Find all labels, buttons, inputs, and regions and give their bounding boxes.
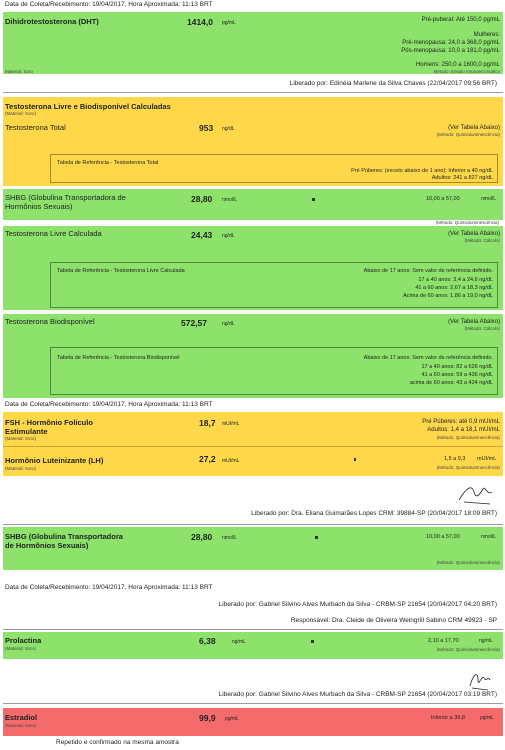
released-by-1: Liberado por: Edinéia Marlene da Silva Chaves (22/04/2017 09:56 BRT) <box>289 80 497 87</box>
testosterone-title: Testosterona Livre e Biodisponível Calculadas <box>5 102 171 111</box>
estradiol-ref: Inferior a 39,8 <box>431 715 465 721</box>
shbg-ref: 10,00 a 57,00 <box>426 196 460 202</box>
fsh-ref-2: Adultos: 1,4 a 18,1 mUI/mL <box>427 427 500 433</box>
lh-name: Hormônio Luteinizante (LH) <box>5 456 104 465</box>
released-by-2: Liberado por: Dra. Eliana Guimarães Lopes CRM: 39884-SP (20/04/2017 18:09 BRT) <box>251 510 497 517</box>
shbg-name: SHBG (Globulina Transportadora de Hormônios Sexuais) <box>5 532 123 550</box>
prolactin-block <box>3 632 503 659</box>
ref-table-title: Tabela de Referência - Testosterona Total <box>57 160 159 166</box>
lh-ref-unit: mUI/mL <box>477 456 497 462</box>
prolactin-metodo: (Método: Quimioluminescência) <box>436 647 500 652</box>
estradiol-note: Repetido e confirmado na mesma amostra <box>56 739 179 746</box>
testosterone-material: (Material: Soro) <box>5 111 37 116</box>
lh-material: (Material: Soro) <box>5 466 37 471</box>
dht-name: Dihidrotestosterona (DHT) <box>5 17 99 26</box>
fsh-material: (Material: Soro) <box>5 436 37 441</box>
signature-image <box>456 478 496 508</box>
free-testosterone-unit: ng/dL <box>222 233 235 239</box>
shbg-block <box>3 189 503 220</box>
ref-table-line: Pré Púberes: (exceto abaixo de 1 ano): Inferior a 40 ng/dL <box>351 168 493 174</box>
shbg-metodo: (Método: Quimioluminescência) <box>436 560 500 565</box>
ref-table-line: 41 a 60 anos: 59 a 436 ng/dL <box>421 372 493 378</box>
shbg-unit: nmol/L <box>222 535 238 541</box>
divider <box>3 629 503 630</box>
total-testosterone-value: 953 <box>199 123 214 133</box>
prolactin-material: (Material: Soro) <box>5 646 37 651</box>
shbg-metodo: (Método: Quimioluminescência) <box>435 220 499 225</box>
dht-block <box>3 12 503 74</box>
estradiol-ref-unit: pg/mL <box>480 715 494 721</box>
shbg-block-2 <box>3 527 503 570</box>
dht-material: Material: Soro <box>5 69 34 74</box>
ref-table-line: Acima de 60 anos: 1,86 a 19,0 ng/dL <box>403 293 493 299</box>
free-testosterone-name: Testosterona Livre Calculada <box>5 229 102 238</box>
bioavailable-testosterone-block <box>3 314 503 398</box>
prolactin-ref: 2,10 a 17,70 <box>428 638 459 644</box>
collection-date-2: Data de Coleta/Recebimento: 19/04/2017, Hora Aproximada: 11:13 BRT <box>5 401 213 408</box>
bioavailable-testosterone-metodo: (Método: Cálculo) <box>464 326 500 331</box>
collection-date-3: Data de Coleta/Recebimento: 19/04/2017, Hora Aproximada: 11:13 BRT <box>5 584 213 591</box>
ref-table-line: 41 a 60 anos: 2,67 a 18,3 ng/dL <box>415 285 493 291</box>
free-testosterone-ref-table <box>50 262 498 308</box>
divider <box>3 703 503 704</box>
fsh-value: 18,7 <box>199 418 216 428</box>
signature-image <box>466 668 494 692</box>
lh-ref: 1,5 a 9,3 <box>444 456 466 462</box>
estradiol-value: 99,9 <box>199 713 216 723</box>
value-marker <box>311 640 314 643</box>
dht-ref-4: Homens: 250,0 a 1600,0 pg/mL <box>415 62 500 68</box>
shbg-ref-unit: nmol/L <box>481 534 497 540</box>
fsh-ref-1: Pré Púberes: até 0,9 mUI/mL <box>422 419 500 425</box>
ref-table-line: 17 a 40 anos: 3,4 a 24,6 ng/dL <box>418 277 493 283</box>
dht-value: 1414,0 <box>187 17 213 27</box>
dht-unit: pg/mL <box>222 20 236 26</box>
prolactin-unit: ng/mL <box>232 639 246 645</box>
bioavailable-testosterone-unit: ng/dL <box>222 321 235 327</box>
ref-table-title: Tabela de Referência - Testosterona Livre Calculada <box>57 268 185 274</box>
estradiol-material: (Material: Soro) <box>5 723 37 728</box>
free-testosterone-value: 24,43 <box>191 230 213 240</box>
shbg-ref-unit: nmol/L <box>481 196 497 202</box>
released-by-4: Liberado por: Gabriel Silvino Alves Murbach da Silva - CRBM-SP 21654 (20/04/2017 03:19 BRT) <box>218 691 497 698</box>
divider <box>3 524 503 525</box>
ref-table-title: Tabela de Referência - Testosterona Biodisponível <box>57 355 180 361</box>
collection-date-header: Data de Coleta/Recebimento: 19/04/2017, Hora Aproximada: 11:13 BRT <box>5 1 213 8</box>
bioavailable-testosterone-name: Testosterona Biodisponível <box>5 317 95 326</box>
shbg-unit: nmol/L <box>222 197 238 203</box>
free-testosterone-block <box>3 226 503 310</box>
ref-table-line: acima de 60 anos: 43 a 424 ng/dL <box>409 380 493 386</box>
prolactin-ref-unit: ng/mL <box>479 638 493 644</box>
prolactin-name: Prolactina <box>5 636 42 645</box>
lh-metodo: (Método: Quimioluminescência) <box>436 465 500 470</box>
value-marker <box>315 536 318 539</box>
responsible: Responsável: Dra. Cleide de Oliveira Weingrill Sabino CRM 49923 - SP <box>290 617 497 624</box>
shbg-ref: 10,00 a 57,00 <box>426 534 460 540</box>
fsh-name: FSH - Hormônio Folículo Estimulante <box>5 418 93 436</box>
free-testosterone-ref: (Ver Tabela Abaixo) <box>448 231 500 237</box>
bioavailable-testosterone-ref-table <box>50 347 498 395</box>
total-testosterone-ref-table <box>50 154 498 183</box>
row-divider <box>3 446 503 447</box>
ref-table-line: Abaixo de 17 anos: Sem valor de referência definido. <box>363 355 493 361</box>
prolactin-value: 6,38 <box>199 636 216 646</box>
dht-ref-2: Pré-menopausa: 24,0 a 368,0 pg/mL <box>402 40 500 46</box>
divider <box>3 92 503 93</box>
bioavailable-testosterone-ref: (Ver Tabela Abaixo) <box>448 319 500 325</box>
dht-metodo: Método: Ensaio Imunoenzimático <box>433 69 500 74</box>
value-marker <box>354 458 356 461</box>
total-testosterone-name: Testosterona Total <box>5 123 66 132</box>
dht-ref-1: Mulheres: <box>473 32 500 38</box>
dht-ref-0: Pré-puberal: Até 150,0 pg/mL <box>421 17 500 23</box>
released-by-3: Liberado por: Gabriel Silvino Alves Murbach da Silva - CRBM-SP 21654 (20/04/2017 04:20 BRT) <box>218 601 497 608</box>
value-marker <box>312 198 315 201</box>
dht-ref-3: Pós-menopausa: 10,0 a 181,0 pg/mL <box>401 48 500 54</box>
estradiol-block <box>3 708 503 736</box>
shbg-value: 28,80 <box>191 194 213 204</box>
estradiol-unit: pg/mL <box>225 716 239 722</box>
estradiol-name: Estradiol <box>5 713 38 722</box>
fsh-lh-block <box>3 412 503 476</box>
lh-value: 27,2 <box>199 454 216 464</box>
shbg-name: SHBG (Globulina Transportadora de Hormônios Sexuais) <box>5 193 126 211</box>
total-testosterone-unit: ng/dL <box>222 126 235 132</box>
total-testosterone-metodo: (Método: Quimioluminescência) <box>436 132 500 137</box>
shbg-value: 28,80 <box>191 532 213 542</box>
fsh-unit: mUI/mL <box>222 421 240 427</box>
bioavailable-testosterone-value: 572,57 <box>181 318 207 328</box>
testosterone-block <box>3 97 503 186</box>
ref-table-line: Abaixo de 17 anos: Sem valor de referência definido. <box>363 268 493 274</box>
total-testosterone-ref: (Ver Tabela Abaixo) <box>448 125 500 131</box>
free-testosterone-metodo: (Método: Cálculo) <box>464 238 500 243</box>
lh-unit: mUI/mL <box>222 458 240 464</box>
ref-table-line: Adultos: 241 a 827 ng/dL <box>431 175 493 181</box>
fsh-metodo: (Método: Quimioluminescência) <box>436 435 500 440</box>
ref-table-line: 17 a 40 anos: 82 a 626 ng/dL <box>421 364 493 370</box>
